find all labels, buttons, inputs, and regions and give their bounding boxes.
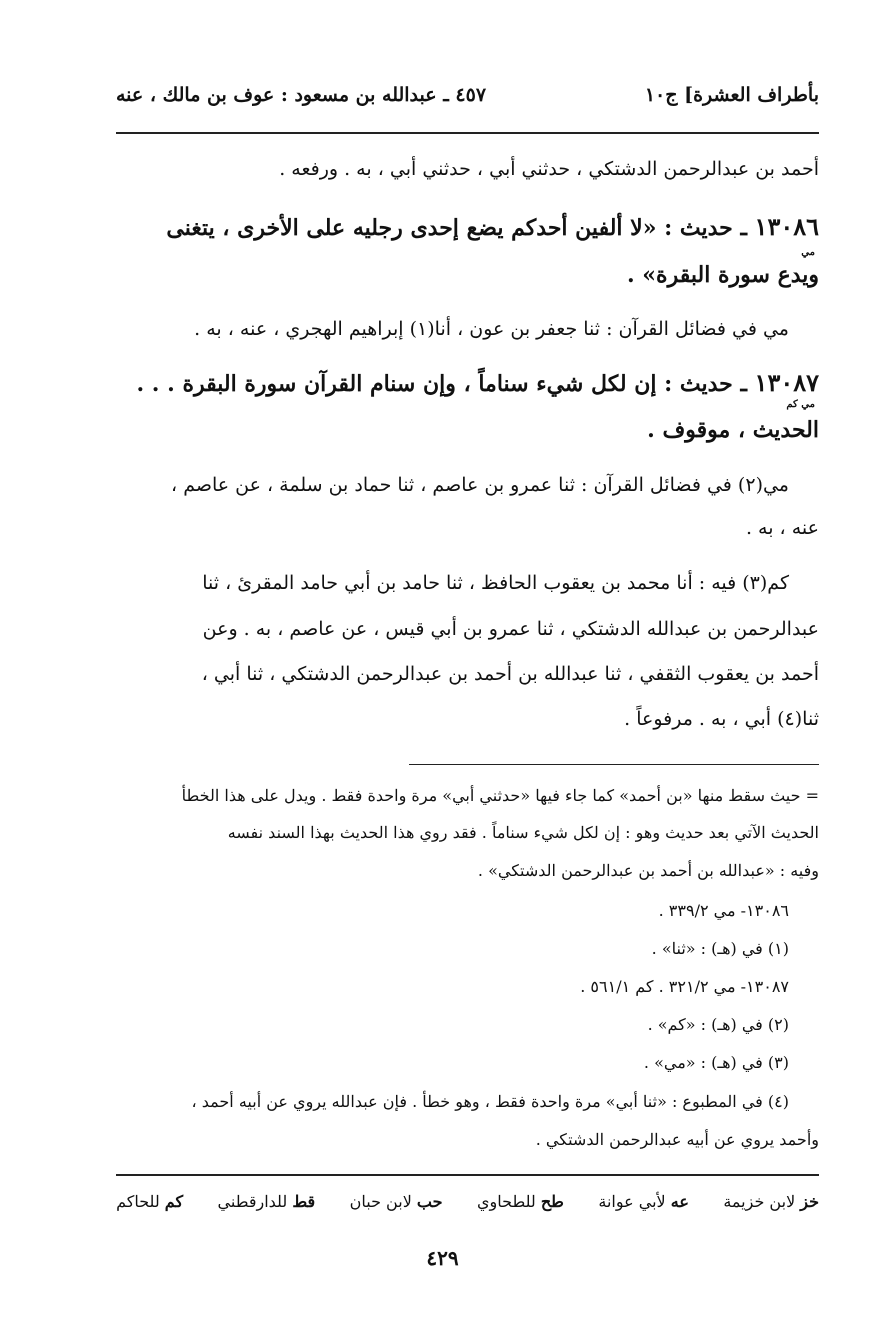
page-number: ٤٢٩ xyxy=(426,1246,459,1270)
hadith-heading xyxy=(116,212,819,241)
footnote-line: (٤) في المطبوع : «ثنا أبي» مرة واحدة فقط ، وهو خطأ . فإن عبدالله يروي عن أبيه أحمد ، xyxy=(191,1092,789,1111)
source-sigla: مي كم xyxy=(786,399,815,410)
abbreviation-item xyxy=(116,1192,183,1211)
abbreviation-item xyxy=(723,1192,819,1211)
abbreviation-name: لابن حبان xyxy=(349,1192,412,1211)
abbreviation-name: للحاكم xyxy=(116,1192,160,1211)
hadith-text: ـ حديث : «لا ألفين أحدكم يضع إحدى رجليه على الأخرى ، يتغنى xyxy=(166,215,755,241)
abbreviation-name: للدارقطني xyxy=(217,1192,288,1211)
footnote-line: وأحمد يروي عن أبيه عبدالرحمن الدشتكي . xyxy=(535,1130,819,1149)
header-rule xyxy=(116,132,819,134)
abbreviation-code: قط xyxy=(292,1192,316,1211)
footnote-line: (٢) في (هـ) : «كم» . xyxy=(647,1015,789,1034)
abbreviation-code: كم xyxy=(164,1192,184,1211)
footnote-line: ١٣٠٨٦- مي ٣٣٩/٢ . xyxy=(658,901,789,920)
isnad-line: عنه ، به . xyxy=(745,517,819,539)
abbreviation-code: طح xyxy=(540,1192,564,1211)
abbreviation-name: للطحاوي xyxy=(476,1192,536,1211)
isnad-line: كم(٣) فيه : أنا محمد بن يعقوب الحافظ ، ثنا حامد بن أبي حامد المقرئ ، ثنا xyxy=(202,572,789,594)
hadith-number: ١٣٠٨٧ xyxy=(754,368,819,397)
isnad-line: ثنا(٤) أبي ، به . مرفوعاً . xyxy=(624,708,819,730)
abbreviations-key xyxy=(116,1192,819,1211)
abbreviation-item xyxy=(218,1192,316,1211)
running-header-right: بأطراف العشرة] ج١٠ xyxy=(644,84,819,106)
isnad-line: مي(٢) في فضائل القرآن : ثنا عمرو بن عاصم ، ثنا حماد بن سلمة ، عن عاصم ، xyxy=(171,474,789,496)
hadith-text: ـ حديث : إن لكل شيء سناماً ، وإن سنام القرآن سورة البقرة . . . xyxy=(136,371,755,397)
hadith-continuation: الحديث ، موقوف . xyxy=(647,417,819,443)
footnote-line: ١٣٠٨٧- مي ٣٢١/٢ . كم ٥٦١/١ . xyxy=(580,977,789,996)
abbreviation-item xyxy=(350,1192,443,1211)
hadith-heading xyxy=(116,368,819,397)
footnote-line: (٣) في (هـ) : «مي» . xyxy=(643,1053,789,1072)
footnote-line: الحديث الآتي بعد حديث وهو : إن لكل شيء سناماً . فقد روي هذا الحديث بهذا السند نفسه xyxy=(227,823,819,842)
abbreviation-name: لأبي عوانة xyxy=(598,1192,666,1211)
abbreviations-rule xyxy=(116,1174,819,1176)
abbreviation-code: عه xyxy=(670,1192,689,1211)
footnote-line: وفيه : «عبدالله بن أحمد بن عبدالرحمن الدشتكي» . xyxy=(477,861,819,880)
abbreviation-item xyxy=(477,1192,564,1211)
footnote-line: = حيث سقط منها «بن أحمد» كما جاء فيها «حدثني أبي» مرة واحدة فقط . ويدل على هذا الخطأ xyxy=(181,786,819,805)
isnad-line: مي في فضائل القرآن : ثنا جعفر بن عون ، أنا(١) إبراهيم الهجري ، عنه ، به . xyxy=(194,318,789,340)
footnote-line: (١) في (هـ) : «ثنا» . xyxy=(651,939,789,958)
source-sigla: مي xyxy=(801,247,815,258)
isnad-line: أحمد بن يعقوب الثقفي ، ثنا عبدالله بن أحمد بن عبدالرحمن الدشتكي ، ثنا أبي ، xyxy=(201,663,819,685)
abbreviation-name: لابن خزيمة xyxy=(723,1192,796,1211)
running-header-left: ٤٥٧ ـ عبدالله بن مسعود : عوف بن مالك ، عنه xyxy=(116,84,487,106)
isnad-line: عبدالرحمن بن عبدالله الدشتكي ، ثنا عمرو بن أبي قيس ، عن عاصم ، به . وعن xyxy=(202,618,819,640)
abbreviation-code: حب xyxy=(416,1192,443,1211)
body-line: أحمد بن عبدالرحمن الدشتكي ، حدثني أبي ، حدثني أبي ، به . ورفعه . xyxy=(279,158,819,180)
hadith-number: ١٣٠٨٦ xyxy=(754,212,819,241)
hadith-continuation: ويدع سورة البقرة» . xyxy=(626,262,819,288)
abbreviation-item xyxy=(598,1192,689,1211)
footnote-separator xyxy=(409,764,819,765)
abbreviation-code: خز xyxy=(800,1192,819,1211)
